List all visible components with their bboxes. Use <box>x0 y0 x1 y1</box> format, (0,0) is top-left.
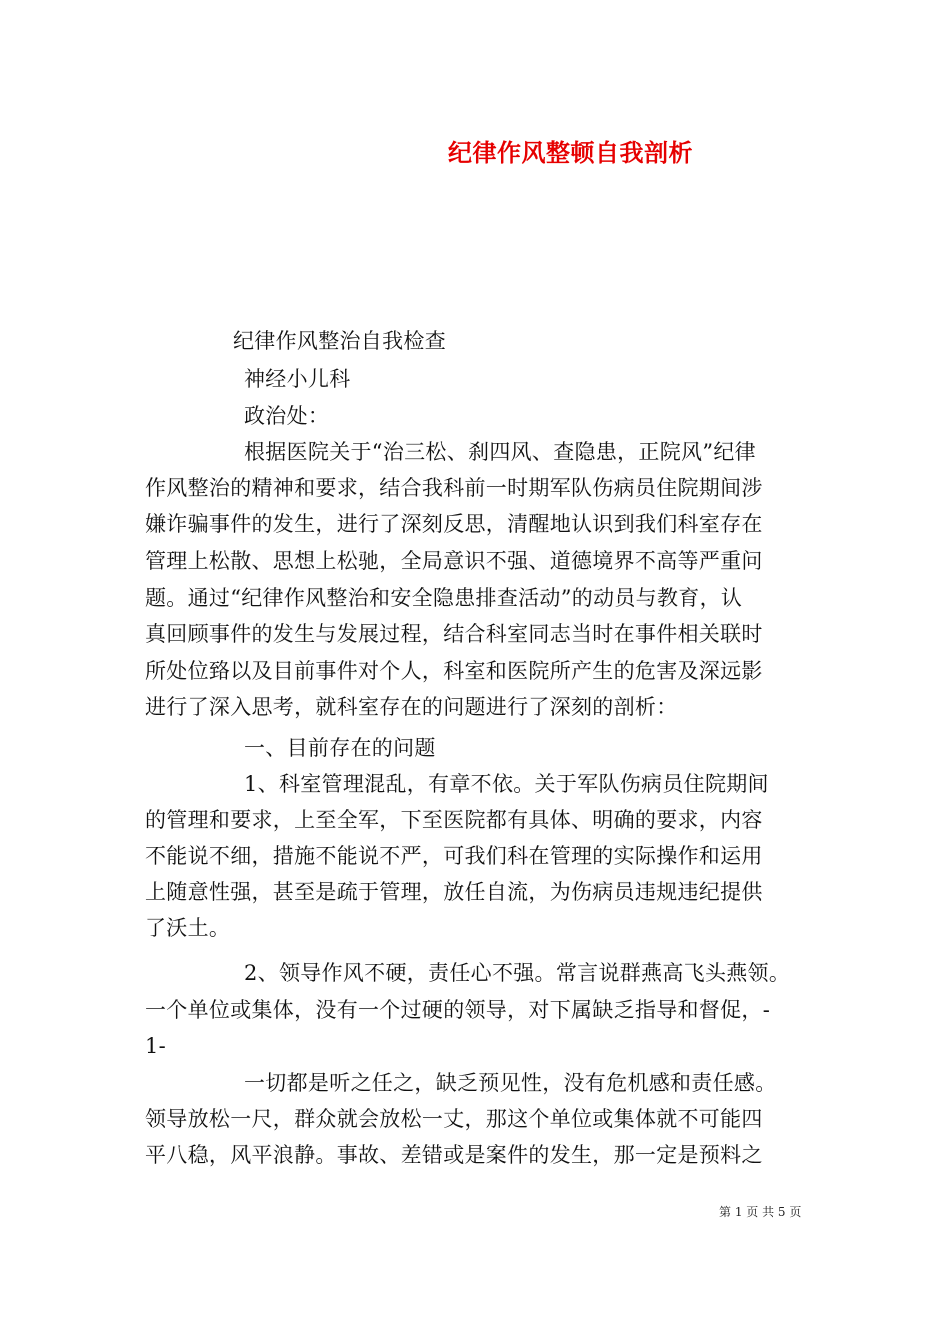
paragraph-line: 2、领导作风不硬，责任心不强。常言说群燕高飞头燕领。 <box>244 961 791 985</box>
page-number-footer: 第 1 页 共 5 页 <box>719 1205 802 1219</box>
paragraph-line: 根据医院关于“治三松、刹四风、查隐患，正院风”纪律 <box>244 440 756 464</box>
document-title: 纪律作风整顿自我剖析 <box>448 138 693 167</box>
paragraph-line: 的管理和要求，上至全军，下至医院都有具体、明确的要求，内容 <box>145 808 763 832</box>
paragraph-line: 进行了深入思考，就科室存在的问题进行了深刻的剖析： <box>145 695 678 719</box>
paragraph-line: 题。通过“纪律作风整治和安全隐患排查活动”的动员与教育，认 <box>145 586 743 610</box>
paragraph-line: 作风整治的精神和要求，结合我科前一时期军队伤病员住院期间涉 <box>145 476 763 500</box>
paragraph-line: 不能说不细，措施不能说不严，可我们科在管理的实际操作和运用 <box>145 844 763 868</box>
paragraph-line: 所处位臵以及目前事件对个人，科室和医院所产生的危害及深远影 <box>145 659 763 683</box>
paragraph-line: 上随意性强，甚至是疏于管理，放任自流，为伤病员违规违纪提供 <box>145 880 763 904</box>
paragraph-line: 一切都是听之任之，缺乏预见性，没有危机感和责任感。 <box>244 1071 777 1095</box>
subtitle-line: 纪律作风整治自我检查 <box>233 329 446 353</box>
paragraph-line: 了沃土。 <box>145 916 231 940</box>
paragraph-line: 1- <box>145 1034 167 1058</box>
section-heading: 一、目前存在的问题 <box>244 736 436 760</box>
paragraph-line: 1、科室管理混乱，有章不依。关于军队伤病员住院期间 <box>244 772 769 796</box>
paragraph-line: 领导放松一尺，群众就会放松一丈，那这个单位或集体就不可能四 <box>145 1107 763 1131</box>
paragraph-line: 管理上松散、思想上松驰，全局意识不强、道德境界不高等严重问 <box>145 549 763 573</box>
paragraph-line: 平八稳，风平浪静。事故、差错或是案件的发生，那一定是预料之 <box>145 1143 763 1167</box>
salutation-line: 政治处： <box>244 404 330 428</box>
paragraph-line: 一个单位或集体，没有一个过硬的领导，对下属缺乏指导和督促，- <box>145 998 771 1022</box>
department-line: 神经小儿科 <box>244 367 351 391</box>
paragraph-line: 真回顾事件的发生与发展过程，结合科室同志当时在事件相关联时 <box>145 622 763 646</box>
paragraph-line: 嫌诈骗事件的发生，进行了深刻反思，清醒地认识到我们科室存在 <box>145 512 763 536</box>
